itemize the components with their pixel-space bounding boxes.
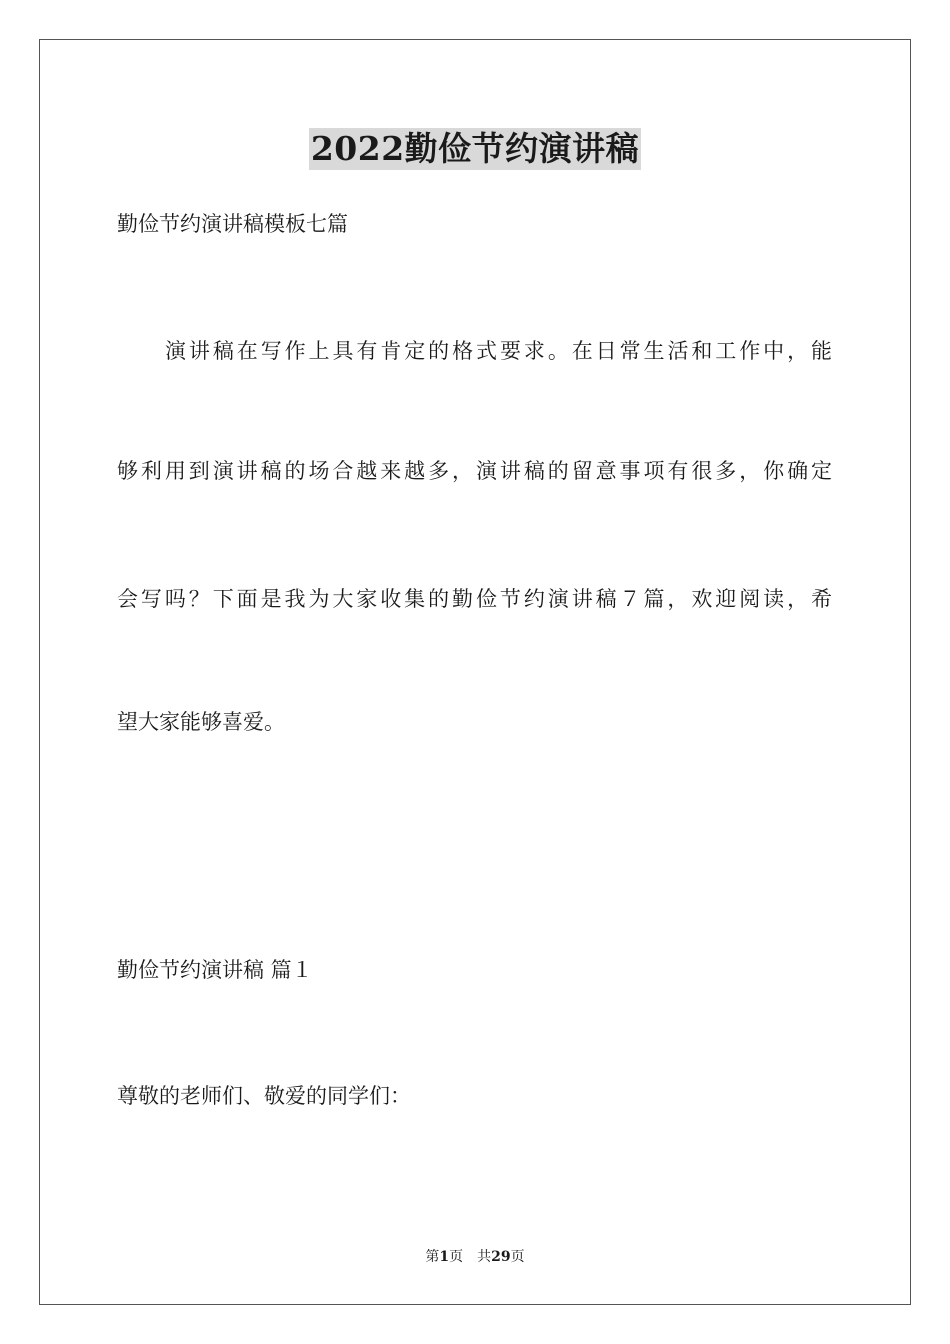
footer-page-prefix: 第 — [425, 1249, 440, 1265]
footer-total-suffix: 页 — [510, 1249, 525, 1265]
section-heading: 勤俭节约演讲稿 篇１ — [117, 958, 313, 982]
intro-line-1: 演讲稿在写作上具有肯定的格式要求。在日常生活和工作中，能 — [165, 339, 832, 363]
intro-line-2: 够利用到演讲稿的场合越来越多，演讲稿的留意事项有很多，你确定 — [117, 459, 832, 483]
document-subtitle: 勤俭节约演讲稿模板七篇 — [117, 212, 348, 236]
document-title: 2022勤俭节约演讲稿 — [310, 129, 640, 168]
salutation: 尊敬的老师们、敬爱的同学们： — [117, 1084, 411, 1108]
footer-total-pages: 29 — [491, 1249, 511, 1265]
footer-page-suffix: 页 — [449, 1249, 464, 1265]
footer-page-number: 1 — [439, 1249, 450, 1265]
intro-line-4: 望大家能够喜爱。 — [117, 710, 285, 734]
intro-line-3: 会写吗？下面是我为大家收集的勤俭节约演讲稿７篇，欢迎阅读，希 — [117, 587, 832, 611]
footer-total-prefix: 共 — [477, 1249, 492, 1265]
title-container — [0, 128, 950, 170]
page-footer — [0, 1248, 950, 1266]
